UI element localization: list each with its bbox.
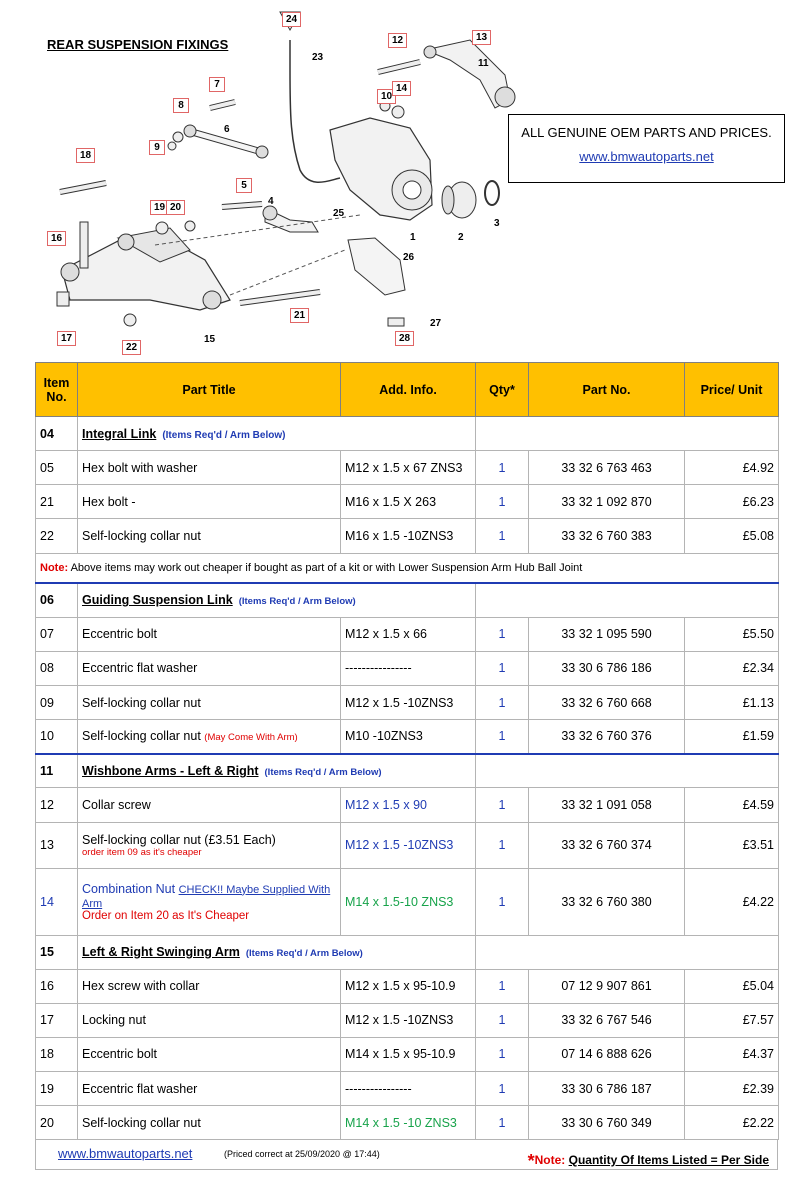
cell-no: 07: [36, 617, 78, 651]
section-title: [78, 417, 476, 451]
cell-info: M14 x 1.5 -10 ZNS3: [341, 1106, 476, 1140]
cell-qty: 1: [476, 617, 529, 651]
callout-13: 13: [472, 30, 491, 45]
section-row: [36, 935, 779, 969]
cell-title: Collar screw: [78, 788, 341, 822]
table-row: [36, 822, 779, 868]
cell-title: Self-locking collar nut: [78, 1106, 341, 1140]
table-header-row: [36, 363, 779, 417]
cell-part-no: 33 32 6 760 668: [529, 685, 685, 719]
callout-22: 22: [122, 340, 141, 355]
cell-qty: 1: [476, 720, 529, 754]
cell-no: 13: [36, 822, 78, 868]
cell-title: Locking nut: [78, 1003, 341, 1037]
cell-info: M12 x 1.5 -10ZNS3: [341, 685, 476, 719]
section-title-text: Guiding Suspension Link: [82, 593, 233, 608]
quantity-note: [528, 1148, 769, 1169]
cell-part-no: 33 32 6 760 383: [529, 519, 685, 553]
cell-title-extra: Order on Item 20 as It's Cheaper: [82, 909, 250, 922]
table-row: [36, 720, 779, 754]
cell-no: 19: [36, 1072, 78, 1106]
table-row: [36, 1106, 779, 1140]
section-empty: [476, 417, 779, 451]
cell-price: £3.51: [685, 822, 779, 868]
cell-qty: 1: [476, 868, 529, 935]
cell-title: Eccentric flat washer: [78, 651, 341, 685]
table-row: [36, 617, 779, 651]
cell-part-no: 07 12 9 907 861: [529, 969, 685, 1003]
table-row: [36, 788, 779, 822]
cell-no: 08: [36, 651, 78, 685]
cell-title: [78, 868, 341, 935]
callout-24: 24: [282, 12, 301, 27]
cell-qty: 1: [476, 685, 529, 719]
cell-part-no: 33 32 6 763 463: [529, 451, 685, 485]
table-row: [36, 1037, 779, 1071]
items-req-note: (Items Req'd / Arm Below): [162, 429, 286, 441]
header-part-no: Part No.: [529, 363, 685, 417]
cell-info: M16 x 1.5 -10ZNS3: [341, 519, 476, 553]
callout-23: 23: [312, 52, 324, 63]
cell-title: [78, 720, 341, 754]
cell-part-no: 33 32 1 095 590: [529, 617, 685, 651]
cell-title: Eccentric bolt: [78, 1037, 341, 1071]
cell-price: £1.59: [685, 720, 779, 754]
cell-title-extra: order item 09 as it's cheaper: [82, 846, 202, 858]
cell-price: £6.23: [685, 485, 779, 519]
header-add-info: Add. Info.: [341, 363, 476, 417]
callout-8: 8: [173, 98, 189, 113]
cell-qty: 1: [476, 519, 529, 553]
cell-qty: 1: [476, 788, 529, 822]
cell-info: M12 x 1.5 x 95-10.9: [341, 969, 476, 1003]
table-row: [36, 1003, 779, 1037]
cell-price: £2.39: [685, 1072, 779, 1106]
cell-info: ----------------: [341, 1072, 476, 1106]
oem-box: [508, 114, 785, 183]
cell-part-no: 33 32 1 092 870: [529, 485, 685, 519]
table-row: [36, 1072, 779, 1106]
cell-title-text: Self-locking collar nut: [82, 729, 201, 744]
section-title-text: Left & Right Swinging Arm: [82, 945, 240, 959]
cell-qty: 1: [476, 1037, 529, 1071]
section-title: [78, 754, 476, 788]
cell-info: M10 -10ZNS3: [341, 720, 476, 754]
cell-info: M12 x 1.5 x 90: [341, 788, 476, 822]
section-row: [36, 754, 779, 788]
cell-no: 21: [36, 485, 78, 519]
header-part-title: Part Title: [78, 363, 341, 417]
cell-part-no: 33 32 6 767 546: [529, 1003, 685, 1037]
cell-part-no: 33 30 6 786 187: [529, 1072, 685, 1106]
table-row: [36, 868, 779, 935]
section-row: [36, 417, 779, 451]
cell-price: £4.59: [685, 788, 779, 822]
cell-price: £1.13: [685, 685, 779, 719]
callout-16: 16: [47, 231, 66, 246]
callout-20: 20: [166, 200, 185, 215]
cell-qty: 1: [476, 822, 529, 868]
table-row: [36, 451, 779, 485]
callout-18: 18: [76, 148, 95, 163]
callout-19: 19: [150, 200, 169, 215]
callout-14: 14: [392, 81, 411, 96]
cell-no: 22: [36, 519, 78, 553]
check-link[interactable]: CHECK!! Maybe Supplied With Arm: [82, 883, 331, 910]
cell-no: 14: [36, 868, 78, 935]
priced-note: (Priced correct at 25/09/2020 @ 17:44): [224, 1149, 380, 1159]
callout-25: 25: [333, 208, 345, 219]
header-price: Price/ Unit: [685, 363, 779, 417]
callout-4: 4: [268, 196, 274, 207]
cell-qty: 1: [476, 1003, 529, 1037]
cell-title: Eccentric bolt: [78, 617, 341, 651]
cell-info: M12 x 1.5 -10ZNS3: [341, 1003, 476, 1037]
cell-part-no: 33 32 6 760 374: [529, 822, 685, 868]
cell-info: M14 x 1.5 x 95-10.9: [341, 1037, 476, 1071]
header-item-no: Item No.: [36, 363, 78, 417]
callout-6: 6: [224, 124, 230, 135]
callout-2: 2: [458, 232, 464, 243]
cell-part-no: 33 32 1 091 058: [529, 788, 685, 822]
section-no: 04: [36, 417, 78, 451]
cell-title-text: Combination Nut: [82, 881, 176, 896]
cell-no: 20: [36, 1106, 78, 1140]
cell-price: £4.92: [685, 451, 779, 485]
cell-qty: 1: [476, 1106, 529, 1140]
cell-title: Self-locking collar nut: [78, 519, 341, 553]
footer: [35, 1140, 778, 1170]
footer-site-link[interactable]: www.bmwautoparts.net: [58, 1146, 193, 1161]
cell-part-no: 33 32 6 760 380: [529, 868, 685, 935]
callout-11: 11: [478, 58, 489, 69]
note-label: Note:: [40, 561, 69, 574]
callout-1: 1: [410, 232, 416, 243]
items-req-note: (Items Req'd / Arm Below): [238, 596, 356, 608]
cell-price: £5.08: [685, 519, 779, 553]
callout-10: 10: [377, 89, 396, 104]
cell-info: M12 x 1.5 x 66: [341, 617, 476, 651]
callout-27: 27: [430, 318, 442, 329]
callout-3: 3: [494, 218, 500, 229]
section-empty: [476, 583, 779, 617]
callout-21: 21: [290, 308, 309, 323]
items-req-note: (Items Req'd / Arm Below): [245, 948, 363, 959]
cell-price: £5.04: [685, 969, 779, 1003]
cell-info: M12 x 1.5 -10ZNS3: [341, 822, 476, 868]
cell-qty: 1: [476, 485, 529, 519]
cell-part-no: 33 32 6 760 376: [529, 720, 685, 754]
section-no: 06: [36, 583, 78, 617]
quantity-note-text: Quantity Of Items Listed = Per Side: [568, 1153, 769, 1167]
callout-7: 7: [209, 77, 225, 92]
cell-title-text: Self-locking collar nut (£3.51 Each): [82, 832, 276, 847]
cell-price: £4.22: [685, 868, 779, 935]
items-req-note: (Items Req'd / Arm Below): [264, 767, 382, 779]
oem-text: ALL GENUINE OEM PARTS AND PRICES.: [521, 125, 772, 140]
asterisk: *: [527, 1151, 535, 1171]
table-row: [36, 485, 779, 519]
callout-15: 15: [204, 334, 216, 345]
note-cell: [36, 553, 779, 583]
callout-17: 17: [57, 331, 76, 346]
cell-info: M12 x 1.5 x 67 ZNS3: [341, 451, 476, 485]
cell-price: £5.50: [685, 617, 779, 651]
cell-title: Hex bolt with washer: [78, 451, 341, 485]
table-row: [36, 969, 779, 1003]
cell-info: M16 x 1.5 X 263: [341, 485, 476, 519]
cell-no: 10: [36, 720, 78, 754]
oem-link[interactable]: www.bmwautoparts.net: [579, 149, 714, 164]
cell-price: £2.34: [685, 651, 779, 685]
section-title: [78, 583, 476, 617]
cell-no: 09: [36, 685, 78, 719]
cell-title: Eccentric flat washer: [78, 1072, 341, 1106]
section-empty: [476, 935, 779, 969]
cell-no: 17: [36, 1003, 78, 1037]
section-empty: [476, 754, 779, 788]
cell-title: [78, 822, 341, 868]
callout-28: 28: [395, 331, 414, 346]
cell-title: Hex screw with collar: [78, 969, 341, 1003]
table-row: [36, 651, 779, 685]
cell-qty: 1: [476, 969, 529, 1003]
callout-12: 12: [388, 33, 407, 48]
cell-price: £7.57: [685, 1003, 779, 1037]
table-row: [36, 685, 779, 719]
cell-price: £2.22: [685, 1106, 779, 1140]
parts-table: [35, 362, 779, 1140]
quantity-note-label: Note:: [534, 1153, 566, 1167]
cell-qty: 1: [476, 451, 529, 485]
cell-title-extra: (May Come With Arm): [204, 732, 298, 744]
cell-no: 18: [36, 1037, 78, 1071]
callout-26: 26: [403, 252, 415, 263]
header-qty: Qty*: [476, 363, 529, 417]
cell-no: 05: [36, 451, 78, 485]
section-row: [36, 583, 779, 617]
cell-qty: 1: [476, 651, 529, 685]
cell-no: 16: [36, 969, 78, 1003]
section-no: 15: [36, 935, 78, 969]
cell-title: Hex bolt -: [78, 485, 341, 519]
note-row: [36, 553, 779, 583]
section-title: [78, 935, 476, 969]
callout-9: 9: [149, 140, 165, 155]
cell-part-no: 33 30 6 760 349: [529, 1106, 685, 1140]
section-title-text: Integral Link: [82, 426, 157, 441]
cell-title: Self-locking collar nut: [78, 685, 341, 719]
section-title-text: Wishbone Arms - Left & Right: [82, 764, 259, 779]
cell-price: £4.37: [685, 1037, 779, 1071]
cell-part-no: 33 30 6 786 186: [529, 651, 685, 685]
section-no: 11: [36, 754, 78, 788]
cell-info: M14 x 1.5-10 ZNS3: [341, 868, 476, 935]
cell-no: 12: [36, 788, 78, 822]
cell-info: ----------------: [341, 651, 476, 685]
note-text: Above items may work out cheaper if bought as part of a kit or with Lower Suspension Arm Hub Ball Joint: [70, 561, 583, 574]
page-title: REAR SUSPENSION FIXINGS: [47, 37, 229, 52]
cell-part-no: 07 14 6 888 626: [529, 1037, 685, 1071]
callout-5: 5: [236, 178, 252, 193]
table-row: [36, 519, 779, 553]
cell-qty: 1: [476, 1072, 529, 1106]
